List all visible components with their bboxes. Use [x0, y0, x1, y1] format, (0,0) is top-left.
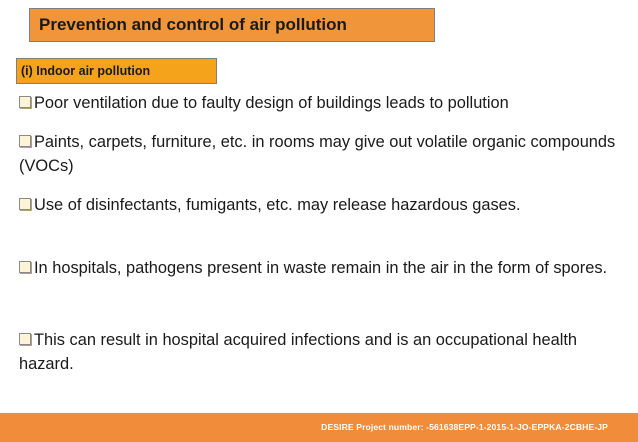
bullet-item — [19, 256, 619, 280]
bullet-text: Poor ventilation due to faulty design of buildings leads to pollution — [34, 94, 509, 112]
checkbox-bullet-icon — [19, 261, 31, 273]
bullet-item — [19, 91, 619, 115]
checkbox-bullet-icon — [19, 135, 31, 147]
slide-title: Prevention and control of air pollution — [29, 8, 435, 42]
bullet-text: This can result in hospital acquired infections and is an occupational health hazard. — [19, 331, 578, 373]
section-label: (i) Indoor air pollution — [16, 58, 217, 84]
bullet-item — [19, 328, 619, 376]
bullet-text: Use of disinfectants, fumigants, etc. may release hazardous gases. — [34, 196, 521, 214]
project-number: DESIRE Project number: -561638EPP-1-2015-1-JO-EPPKA-2CBHE-JP — [321, 422, 608, 432]
checkbox-bullet-icon — [19, 198, 31, 210]
checkbox-bullet-icon — [19, 333, 31, 345]
bullet-item — [19, 193, 619, 217]
bullet-text: In hospitals, pathogens present in waste remain in the air in the form of spores. — [34, 259, 608, 277]
checkbox-bullet-icon — [19, 96, 31, 108]
bullet-item — [19, 130, 619, 178]
bullet-text: Paints, carpets, furniture, etc. in rooms may give out volatile organic compounds (VOCs) — [19, 133, 616, 175]
footer-bar — [0, 413, 638, 442]
